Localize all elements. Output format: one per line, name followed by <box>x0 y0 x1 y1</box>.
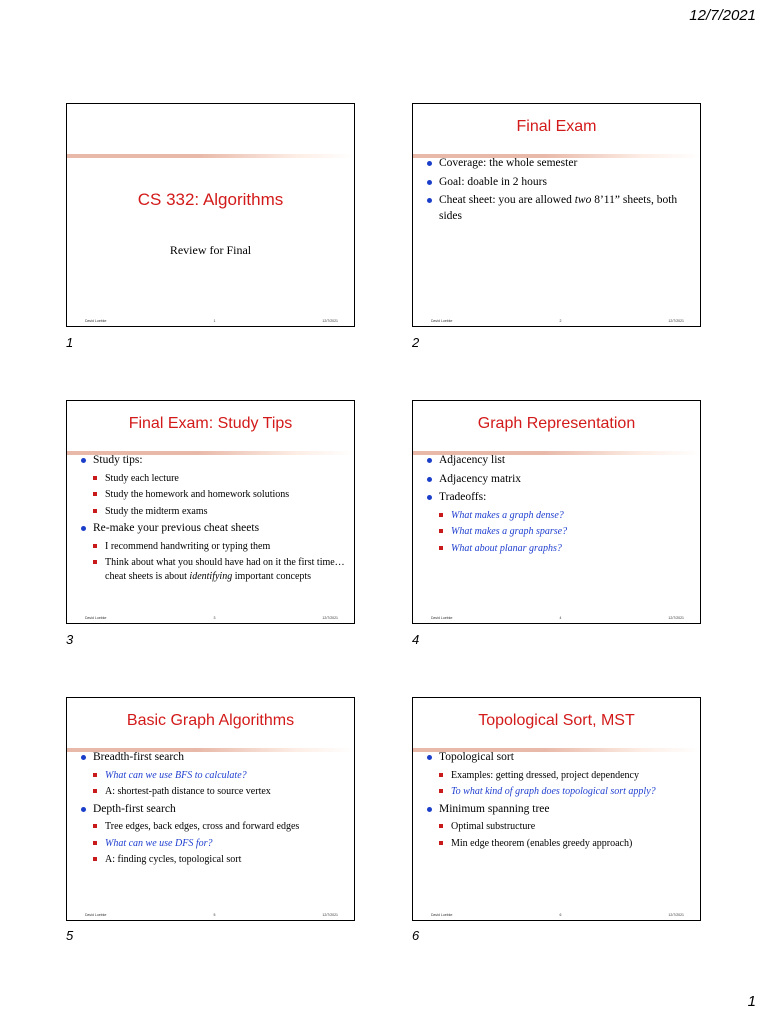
footer-date: 12/7/2021 <box>668 319 684 323</box>
slide-subtitle: Review for Final <box>169 243 252 257</box>
footer-number: 3 <box>213 616 216 620</box>
slide-footer <box>431 913 684 917</box>
bullet: Re-make your previous cheat sheets <box>81 521 346 537</box>
slide-footer <box>85 319 338 323</box>
header-date: 12/7/2021 <box>689 7 756 24</box>
slide-footer <box>431 616 684 620</box>
sub-bullet: What makes a graph dense? <box>439 509 692 523</box>
slide-body <box>81 453 346 586</box>
bullet: Coverage: the whole semester <box>427 156 692 172</box>
slide-3 <box>66 400 355 624</box>
bullet: Tradeoffs: <box>427 490 692 506</box>
slide-body <box>81 750 346 870</box>
sub-bullet: I recommend handwriting or typing them <box>93 540 346 554</box>
slide-footer <box>85 616 338 620</box>
title-rule <box>67 154 354 158</box>
sub-bullet: What can we use BFS to calculate? <box>93 769 346 783</box>
bullet: Topological sort <box>427 750 692 766</box>
sub-bullet: Tree edges, back edges, cross and forward edges <box>93 820 346 834</box>
slide-2 <box>412 103 701 327</box>
footer-number: 6 <box>559 913 562 917</box>
sub-bullet: Think about what you should have had on it the first time…cheat sheets is about identifying important concepts <box>93 556 346 583</box>
bullet: Breadth-first search <box>81 750 346 766</box>
sub-bullet: Study the homework and homework solutions <box>93 488 346 502</box>
footer-date: 12/7/2021 <box>668 616 684 620</box>
slide-number-4: 4 <box>412 632 420 647</box>
slide-number-1: 1 <box>66 335 74 350</box>
footer-number: 4 <box>559 616 562 620</box>
bullet: Goal: doable in 2 hours <box>427 175 692 191</box>
bullet: Minimum spanning tree <box>427 802 692 818</box>
sub-bullet: What makes a graph sparse? <box>439 525 692 539</box>
footer-number: 2 <box>559 319 562 323</box>
sub-bullet: Study each lecture <box>93 472 346 486</box>
footer-date: 12/7/2021 <box>322 913 338 917</box>
slide-number-3: 3 <box>66 632 74 647</box>
footer-number: 1 <box>213 319 216 323</box>
sub-bullet: Study the midterm exams <box>93 505 346 519</box>
slide-number-5: 5 <box>66 928 74 943</box>
footer-author: David Luebke <box>85 913 107 917</box>
footer-date: 12/7/2021 <box>322 319 338 323</box>
sub-bullet: What about planar graphs? <box>439 542 692 556</box>
bullet: Study tips: <box>81 453 346 469</box>
slide-5 <box>66 697 355 921</box>
footer-author: David Luebke <box>85 319 107 323</box>
slide-body <box>427 156 692 227</box>
slide-6 <box>412 697 701 921</box>
slide-4 <box>412 400 701 624</box>
slide-footer <box>85 913 338 917</box>
sub-bullet: Optimal substructure <box>439 820 692 834</box>
slide-1 <box>66 103 355 327</box>
footer-date: 12/7/2021 <box>668 913 684 917</box>
bullet: Adjacency list <box>427 453 692 469</box>
slide-number-2: 2 <box>412 335 420 350</box>
sub-bullet: What can we use DFS for? <box>93 837 346 851</box>
slide-title: Final Exam: Study Tips <box>128 414 293 432</box>
slide-footer <box>431 319 684 323</box>
sub-bullet: To what kind of graph does topological sort apply? <box>439 785 692 799</box>
slide-title: CS 332: Algorithms <box>137 190 284 209</box>
slide-number-6: 6 <box>412 928 420 943</box>
bullet: Cheat sheet: you are allowed two 8’11” sheets, both sides <box>427 193 692 224</box>
footer-number: 5 <box>213 913 216 917</box>
slide-body <box>427 453 692 558</box>
slide-title: Graph Representation <box>477 414 636 432</box>
page-number: 1 <box>747 993 756 1010</box>
footer-author: David Luebke <box>431 319 453 323</box>
sub-bullet: A: finding cycles, topological sort <box>93 853 346 867</box>
footer-author: David Luebke <box>431 913 453 917</box>
bullet: Depth-first search <box>81 802 346 818</box>
slide-title: Topological Sort, MST <box>478 711 635 729</box>
bullet: Adjacency matrix <box>427 472 692 488</box>
footer-date: 12/7/2021 <box>322 616 338 620</box>
slide-title: Basic Graph Algorithms <box>126 711 295 729</box>
sub-bullet: Min edge theorem (enables greedy approach) <box>439 837 692 851</box>
slide-title: Final Exam <box>516 117 597 135</box>
slide-body <box>427 750 692 853</box>
footer-author: David Luebke <box>85 616 107 620</box>
footer-author: David Luebke <box>431 616 453 620</box>
sub-bullet: A: shortest-path distance to source vertex <box>93 785 346 799</box>
sub-bullet: Examples: getting dressed, project dependency <box>439 769 692 783</box>
